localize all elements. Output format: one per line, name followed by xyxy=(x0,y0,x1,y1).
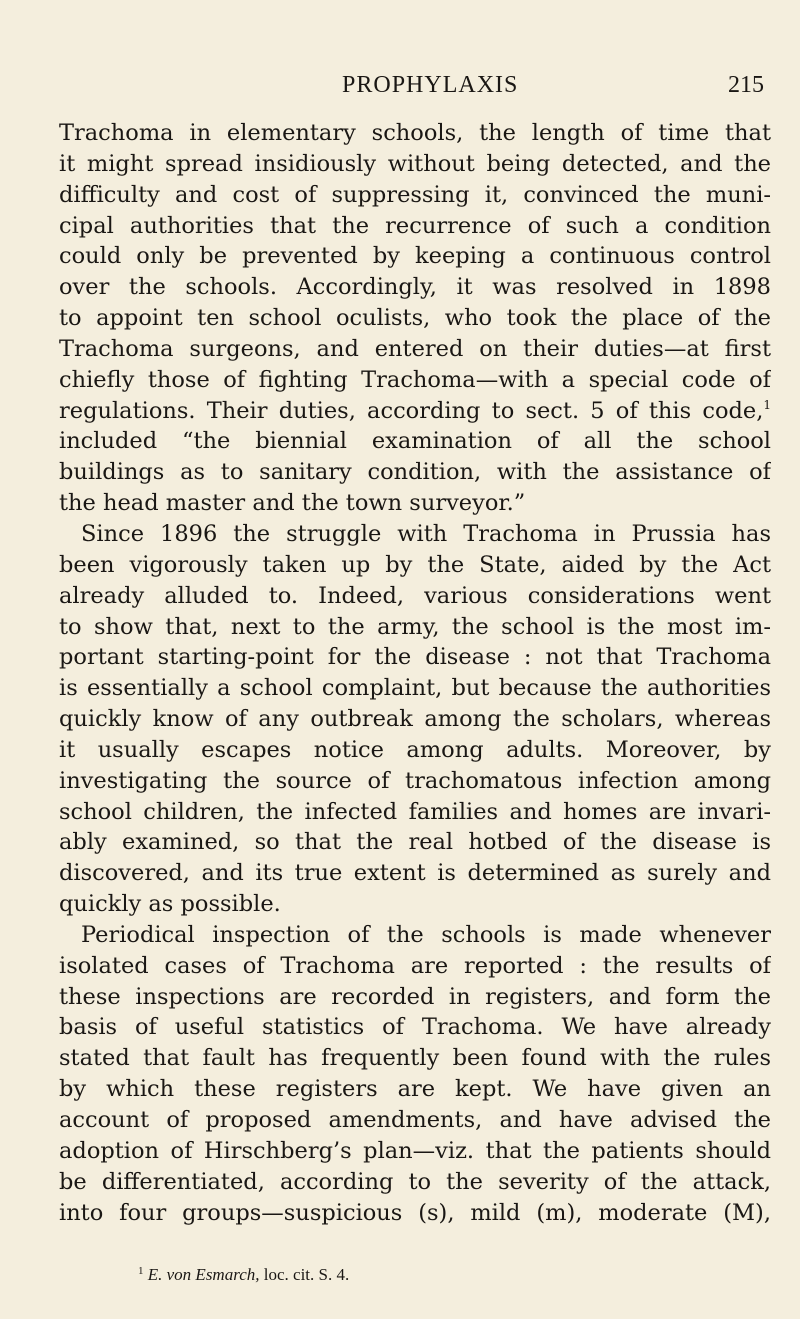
running-title: PROPHYLAXIS xyxy=(342,72,519,98)
text-line: is essentially a school complaint, but because the authorities xyxy=(59,675,771,702)
text-line: cipal authorities that the recurrence of such a condition xyxy=(59,212,771,239)
text-line: included “the biennial examination of all the school xyxy=(59,428,771,455)
text-line: it usually escapes notice among adults. Moreover, by xyxy=(59,736,771,763)
footnote-reference: 1 xyxy=(763,397,771,412)
text-line: these inspections are recorded in registers, and form the xyxy=(59,983,771,1010)
text-line: into four groups—suspicious (s), mild (m), moderate (M), xyxy=(59,1199,771,1226)
text-line: isolated cases of Trachoma are reported : the results of xyxy=(59,952,771,979)
text-line: difficulty and cost of suppressing it, convinced the muni- xyxy=(59,181,771,208)
text-line: been vigorously taken up by the State, aided by the Act xyxy=(59,551,771,578)
paragraph-start-line: Periodical inspection of the schools is made whenever xyxy=(81,921,771,948)
text-line: discovered, and its true extent is determined as surely and xyxy=(59,860,771,887)
text-line: stated that fault has frequently been found with the rules xyxy=(59,1045,771,1072)
text-line: to appoint ten school oculists, who took the place of the xyxy=(59,305,771,332)
text-line: investigating the source of trachomatous infection among xyxy=(59,767,771,794)
paragraph-start-line: Since 1896 the struggle with Trachoma in Prussia has xyxy=(81,520,771,547)
text-line: already alluded to. Indeed, various considerations went xyxy=(59,582,771,609)
footnote-citation: loc. cit. S. 4. xyxy=(263,1265,350,1284)
text-line: adoption of Hirschberg’s plan—viz. that the patients should xyxy=(59,1137,771,1164)
text-line: portant starting-point for the disease : not that Trachoma xyxy=(59,644,771,671)
text-line: quickly as possible. xyxy=(59,891,281,918)
text-line: chiefly those of fighting Trachoma—with a special code of xyxy=(59,366,771,393)
page-number: 215 xyxy=(728,72,764,98)
text-line: buildings as to sanitary condition, with the assistance of xyxy=(59,459,771,486)
text-line: the head master and the town surveyor.” xyxy=(59,490,526,517)
text-line: Trachoma in elementary schools, the length of time that xyxy=(59,120,771,146)
text-line: quickly know of any outbreak among the scholars, whereas xyxy=(59,706,771,733)
text-line-with-footnote-ref xyxy=(59,396,771,427)
footnote-marker: 1 xyxy=(138,1265,144,1277)
text-line: Trachoma surgeons, and entered on their duties—at first xyxy=(59,335,771,362)
text-line: school children, the infected families and homes are invari- xyxy=(59,798,771,825)
text-line: be differentiated, according to the severity of the attack, xyxy=(59,1168,771,1195)
running-header xyxy=(0,72,800,112)
text-line: account of proposed amendments, and have advised the xyxy=(59,1107,771,1133)
text-line: to show that, next to the army, the school is the most im- xyxy=(59,613,771,640)
text-line: ably examined, so that the real hotbed of the disease is xyxy=(59,829,771,856)
text-line-content: regulations. Their duties, according to sect. 5 of this code, xyxy=(59,397,764,424)
text-line: could only be prevented by keeping a continuous control xyxy=(59,243,771,270)
text-line: by which these registers are kept. We have given an xyxy=(59,1076,771,1103)
body-text xyxy=(59,118,771,1228)
text-line: over the schools. Accordingly, it was resolved in 1898 xyxy=(59,274,771,301)
text-line: it might spread insidiously without being detected, and the xyxy=(59,150,771,177)
footnote-author: E. von Esmarch, xyxy=(147,1265,260,1284)
text-line: basis of useful statistics of Trachoma. We have already xyxy=(59,1014,771,1041)
footnote xyxy=(138,1265,349,1285)
